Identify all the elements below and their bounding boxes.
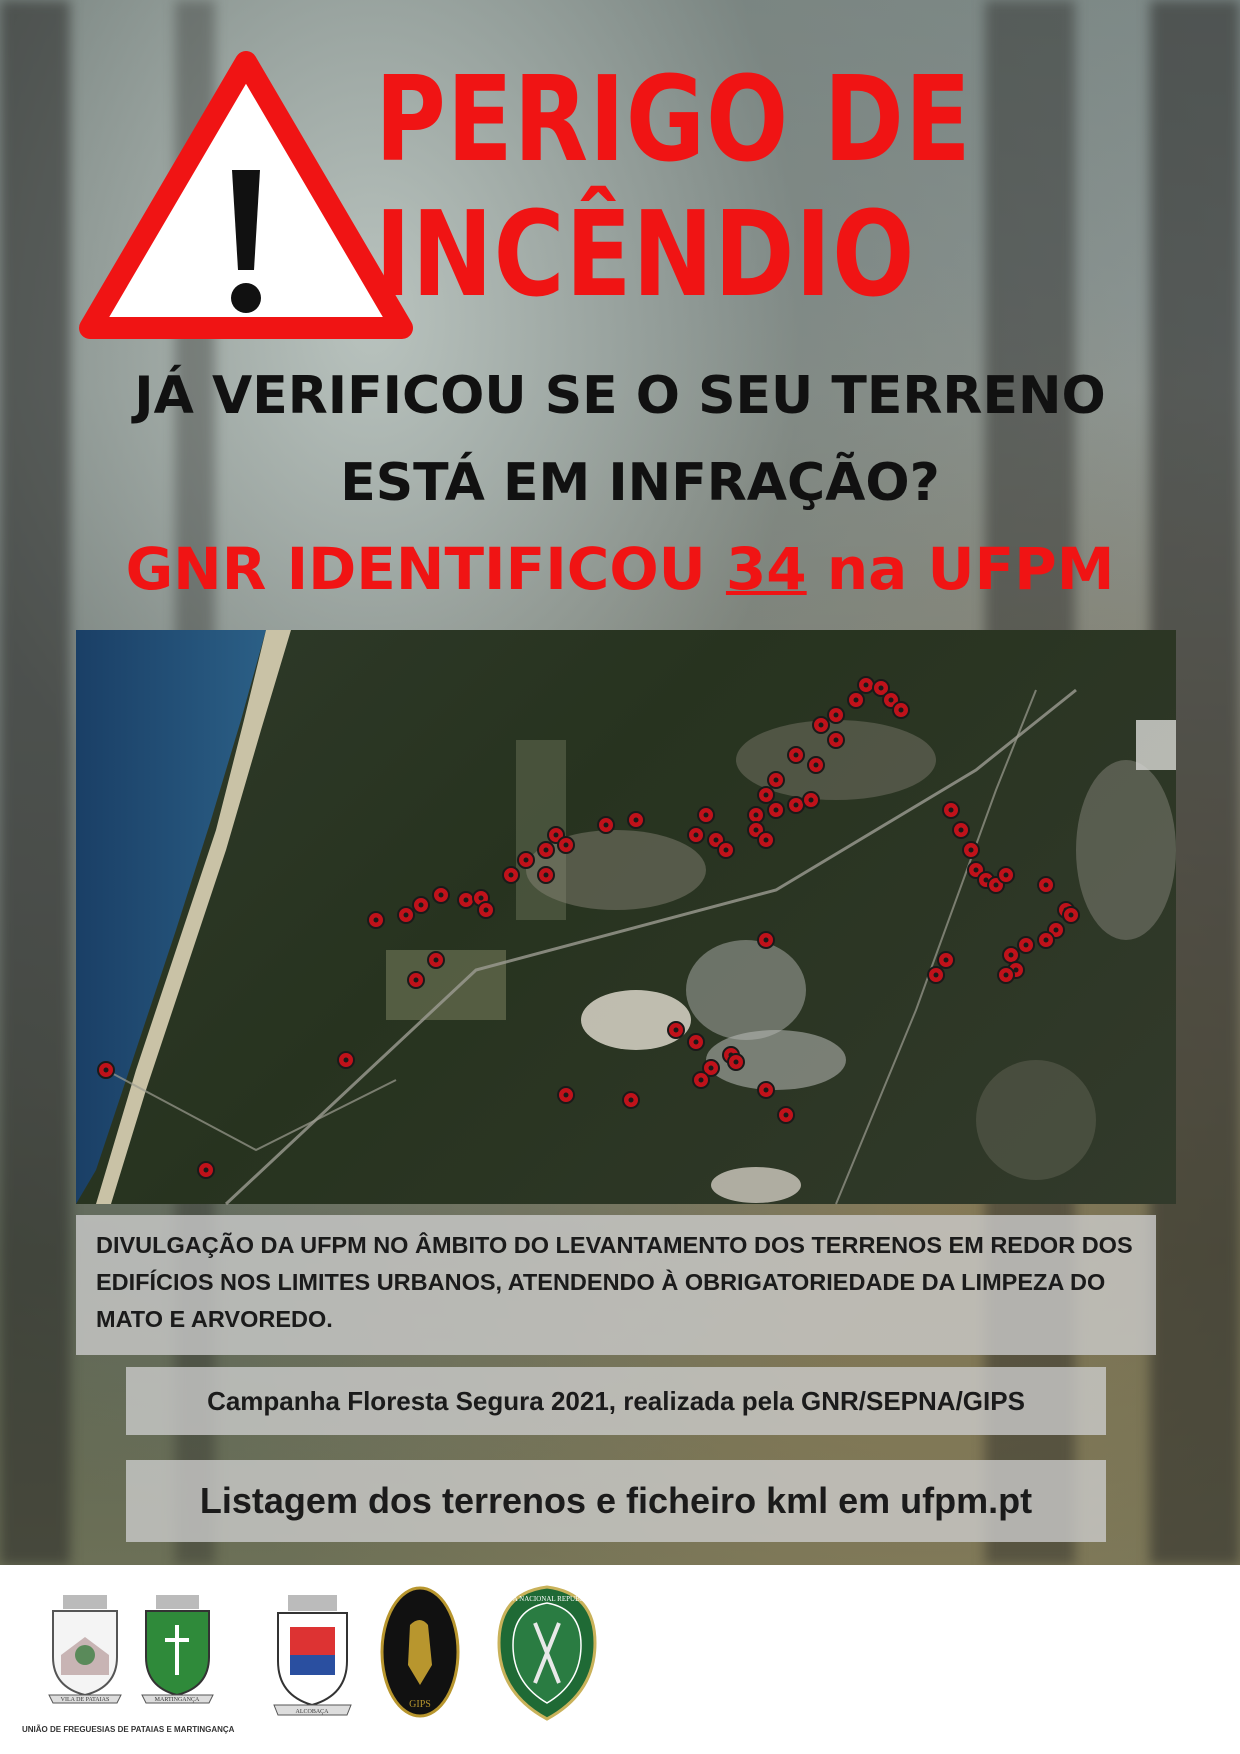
infraction-marker-center [784, 1113, 789, 1118]
infraction-marker-center [439, 893, 444, 898]
infraction-marker-center [344, 1058, 349, 1063]
infraction-marker-center [794, 753, 799, 758]
logo3-label: ALCOBAÇA [295, 1709, 329, 1715]
infraction-marker-center [944, 958, 949, 963]
logo5-label: GUARDA NACIONAL REPUBLICANA [487, 1595, 607, 1603]
infraction-marker-center [899, 708, 904, 713]
infraction-marker-center [524, 858, 529, 863]
infraction-marker-center [634, 818, 639, 823]
infraction-marker-center [709, 1066, 714, 1071]
infraction-marker-center [994, 883, 999, 888]
infraction-marker-center [404, 913, 409, 918]
infraction-marker-center [674, 1028, 679, 1033]
infraction-marker-center [974, 868, 979, 873]
infraction-marker-center [554, 833, 559, 838]
infraction-marker-center [949, 808, 954, 813]
infraction-marker-center [1009, 953, 1014, 958]
infraction-marker-center [764, 938, 769, 943]
infraction-marker-center [704, 813, 709, 818]
infraction-marker-center [104, 1068, 109, 1073]
infraction-marker-center [774, 808, 779, 813]
title-line1: PERIGO DE [375, 50, 972, 188]
infraction-marker-center [419, 903, 424, 908]
infraction-marker-center [484, 908, 489, 913]
infraction-marker-center [464, 898, 469, 903]
infraction-marker-center [934, 973, 939, 978]
infraction-marker-center [699, 1078, 704, 1083]
infraction-marker-center [544, 873, 549, 878]
infraction-marker-center [479, 896, 484, 901]
gnr-count: 34 [725, 535, 807, 603]
infraction-marker-center [694, 1040, 699, 1045]
infraction-marker-center [724, 848, 729, 853]
infraction-marker-center [1004, 873, 1009, 878]
logo1-label: VILA DE PATAIAS [60, 1697, 110, 1703]
infraction-marker-center [1044, 883, 1049, 888]
infraction-marker-center [604, 823, 609, 828]
infraction-marker-center [764, 1088, 769, 1093]
infraction-marker-center [809, 798, 814, 803]
infraction-marker-center [834, 713, 839, 718]
infraction-marker-center [764, 793, 769, 798]
logo4-label: GIPS [409, 1699, 431, 1710]
infraction-marker-center [764, 838, 769, 843]
footer-logos [0, 1565, 1240, 1754]
infraction-marker-center [814, 763, 819, 768]
satellite-map-image [76, 630, 1176, 1204]
satellite-map [76, 630, 1176, 1204]
gnr-prefix: GNR IDENTIFICOU [125, 535, 726, 603]
infraction-marker-center [819, 723, 824, 728]
martinganca-coat-of-arms-icon [140, 1595, 215, 1705]
infraction-marker-center [1054, 928, 1059, 933]
listing-link-text[interactable]: Listagem dos terrenos e ficheiro kml em ufpm.pt [126, 1460, 1106, 1542]
infraction-marker-center [734, 1060, 739, 1065]
infraction-marker-center [1069, 913, 1074, 918]
infraction-marker-center [794, 803, 799, 808]
alcobaca-coat-of-arms-icon [270, 1595, 355, 1720]
infraction-marker-center [1004, 973, 1009, 978]
gnr-emblem-icon [487, 1583, 607, 1723]
infraction-marker-center [774, 778, 779, 783]
logo2-label: MARTINGANÇA [154, 1697, 200, 1703]
infraction-marker-center [959, 828, 964, 833]
infraction-marker-center [509, 873, 514, 878]
infraction-marker-center [629, 1098, 634, 1103]
infraction-marker-center [854, 698, 859, 703]
infraction-marker-center [564, 843, 569, 848]
infraction-marker-center [969, 848, 974, 853]
gips-eagle-logo-icon [380, 1585, 460, 1720]
infraction-marker-center [834, 738, 839, 743]
infraction-marker-center [694, 833, 699, 838]
infraction-marker-center [1024, 943, 1029, 948]
infraction-marker-center [1044, 938, 1049, 943]
title-line2: INCÊNDIO [375, 185, 916, 323]
infraction-marker-center [434, 958, 439, 963]
campaign-text: Campanha Floresta Segura 2021, realizada pela GNR/SEPNA/GIPS [126, 1367, 1106, 1435]
gnr-suffix: na UFPM [806, 535, 1115, 603]
disclosure-text: DIVULGAÇÃO DA UFPM NO ÂMBITO DO LEVANTAMENTO DOS TERRENOS EM REDOR DOS EDIFÍCIOS NOS LIMITES URBANOS, ATENDENDO À OBRIGATORIEDADE DA LIMPEZA DO MATO E ARVOREDO. [76, 1215, 1156, 1355]
question-line2: ESTÁ EM INFRAÇÃO? [340, 453, 940, 513]
infraction-marker-center [864, 683, 869, 688]
infraction-marker-center [889, 698, 894, 703]
infraction-marker-center [754, 813, 759, 818]
infraction-marker-center [414, 978, 419, 983]
pataias-coat-of-arms-icon [45, 1595, 125, 1705]
gnr-statement [0, 535, 1240, 603]
warning-triangle-icon [78, 50, 414, 340]
infraction-marker-center [204, 1168, 209, 1173]
infraction-marker-center [879, 686, 884, 691]
infraction-marker-center [754, 828, 759, 833]
infraction-marker-center [374, 918, 379, 923]
footer-caption: UNIÃO DE FREGUESIAS DE PATAIAS E MARTINGANÇA [22, 1725, 235, 1734]
infraction-marker-center [564, 1093, 569, 1098]
infraction-marker-center [544, 848, 549, 853]
question-line1: JÁ VERIFICOU SE O SEU TERRENO [134, 366, 1106, 426]
infraction-marker-center [714, 838, 719, 843]
